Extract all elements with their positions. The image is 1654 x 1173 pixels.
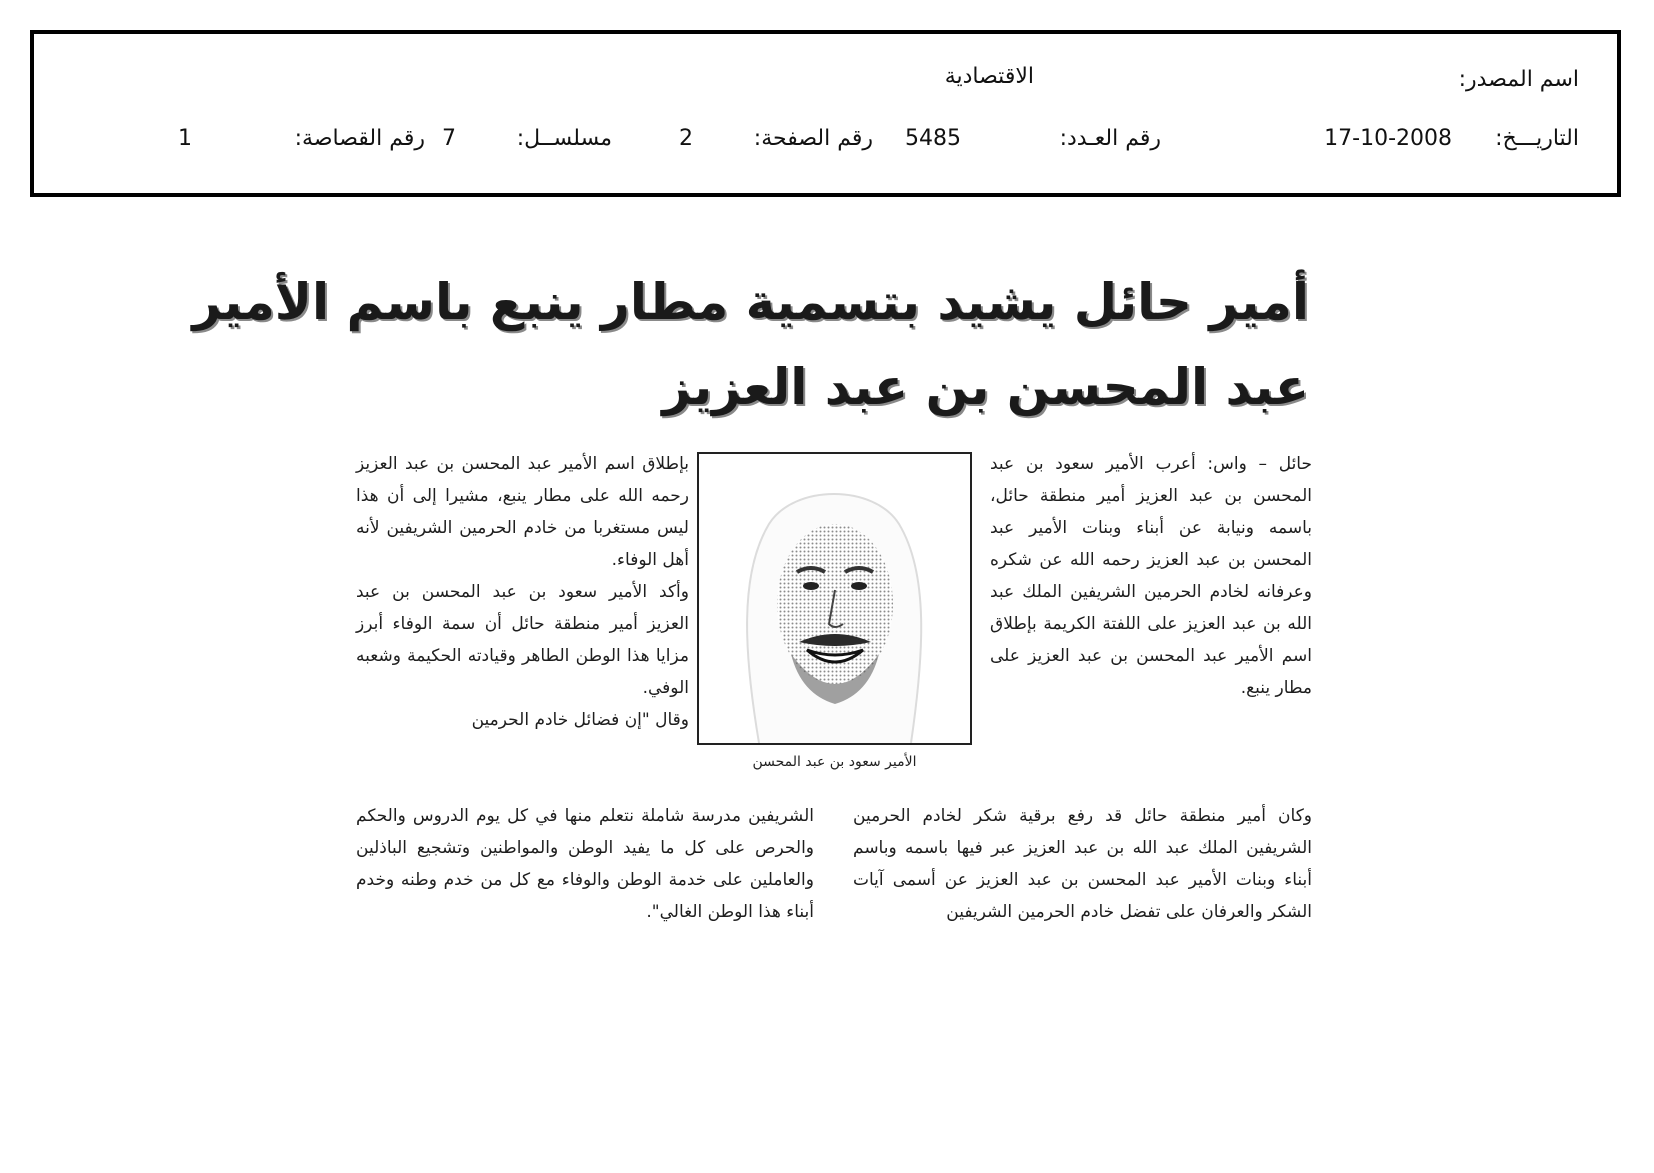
page-value: 2 [679, 126, 693, 151]
article-column-right [990, 448, 1312, 704]
paragraph-naming: بإطلاق اسم الأمير عبد المحسن بن عبد العزيز رحمه الله على مطار ينبع، مشيرا إلى أن هذا ليس مستغربا من خادم الحرمين الشريفين لأنه أهل الوفاء. [356, 454, 689, 570]
article-column-bottom-left [356, 800, 814, 928]
headline-line-1: أمير حائل يشيد بتسمية مطار ينبع باسم الأمير [192, 273, 1309, 331]
article-column-bottom-right [853, 800, 1312, 928]
issue-label: رقم العـدد: [1059, 126, 1161, 151]
paragraph-quote-continued: الشريفين مدرسة شاملة نتعلم منها في كل يوم الدروس والحكم والحرص على كل ما يفيد الوطن والمواطنين وتشجيع الباذلين والعاملين على خدمة الوطن والوفاء مع كل من خدم وطنه وخدم أبناء هذا الوطن الغالي". [356, 806, 814, 922]
serial-value: 7 [442, 126, 456, 151]
clip-value: 1 [178, 126, 192, 151]
article-column-left [356, 448, 689, 736]
date-label: التاريـــخ: [1495, 126, 1579, 151]
source-label: اسم المصدر: [1458, 67, 1579, 92]
clip-label: رقم القصاصة: [294, 126, 425, 151]
paragraph-quote-start: وقال "إن فضائل خادم الحرمين [471, 710, 689, 730]
paragraph-affirmation: وأكد الأمير سعود بن عبد المحسن بن عبد العزيز أمير منطقة حائل أن سمة الوفاء أبرز مزايا هذا الوطن الطاهر وقيادته الحكيمة وشعبه الوفي. [356, 582, 689, 698]
portrait-photo [697, 452, 972, 745]
headline-line-2: عبد المحسن بن عبد العزيز [662, 358, 1309, 416]
page-label: رقم الصفحة: [753, 126, 873, 151]
photo-caption: الأمير سعود بن عبد المحسن [752, 754, 917, 770]
source-value: الاقتصادية [944, 64, 1034, 89]
paragraph-telegram: وكان أمير منطقة حائل قد رفع برقية شكر لخادم الحرمين الشريفين الملك عبد الله بن عبد العزيز عبر فيها باسمه وباسم أبناء وبنات الأمير عبد المحسن بن عبد العزيز عن أسمى آيات الشكر والعرفان على تفضل خادم الحرمين الشريفين [853, 806, 1312, 922]
paragraph-intro: حائل – واس: أعرب الأمير سعود بن عبد المحسن بن عبد العزيز أمير منطقة حائل، باسمه ونيابة عن أبناء وبنات الأمير عبد المحسن بن عبد العزيز رحمه الله عن شكره وعرفانه لخادم الحرمين الشريفين الملك عبد الله بن عبد العزيز على اللفتة الكريمة بإطلاق اسم الأمير عبد المحسن بن عبد العزيز على مطار ينبع. [990, 454, 1312, 698]
portrait-illustration [699, 454, 970, 743]
date-value: 17-10-2008 [1324, 126, 1452, 151]
serial-label: مسلســل: [516, 126, 612, 151]
issue-value: 5485 [905, 126, 961, 151]
